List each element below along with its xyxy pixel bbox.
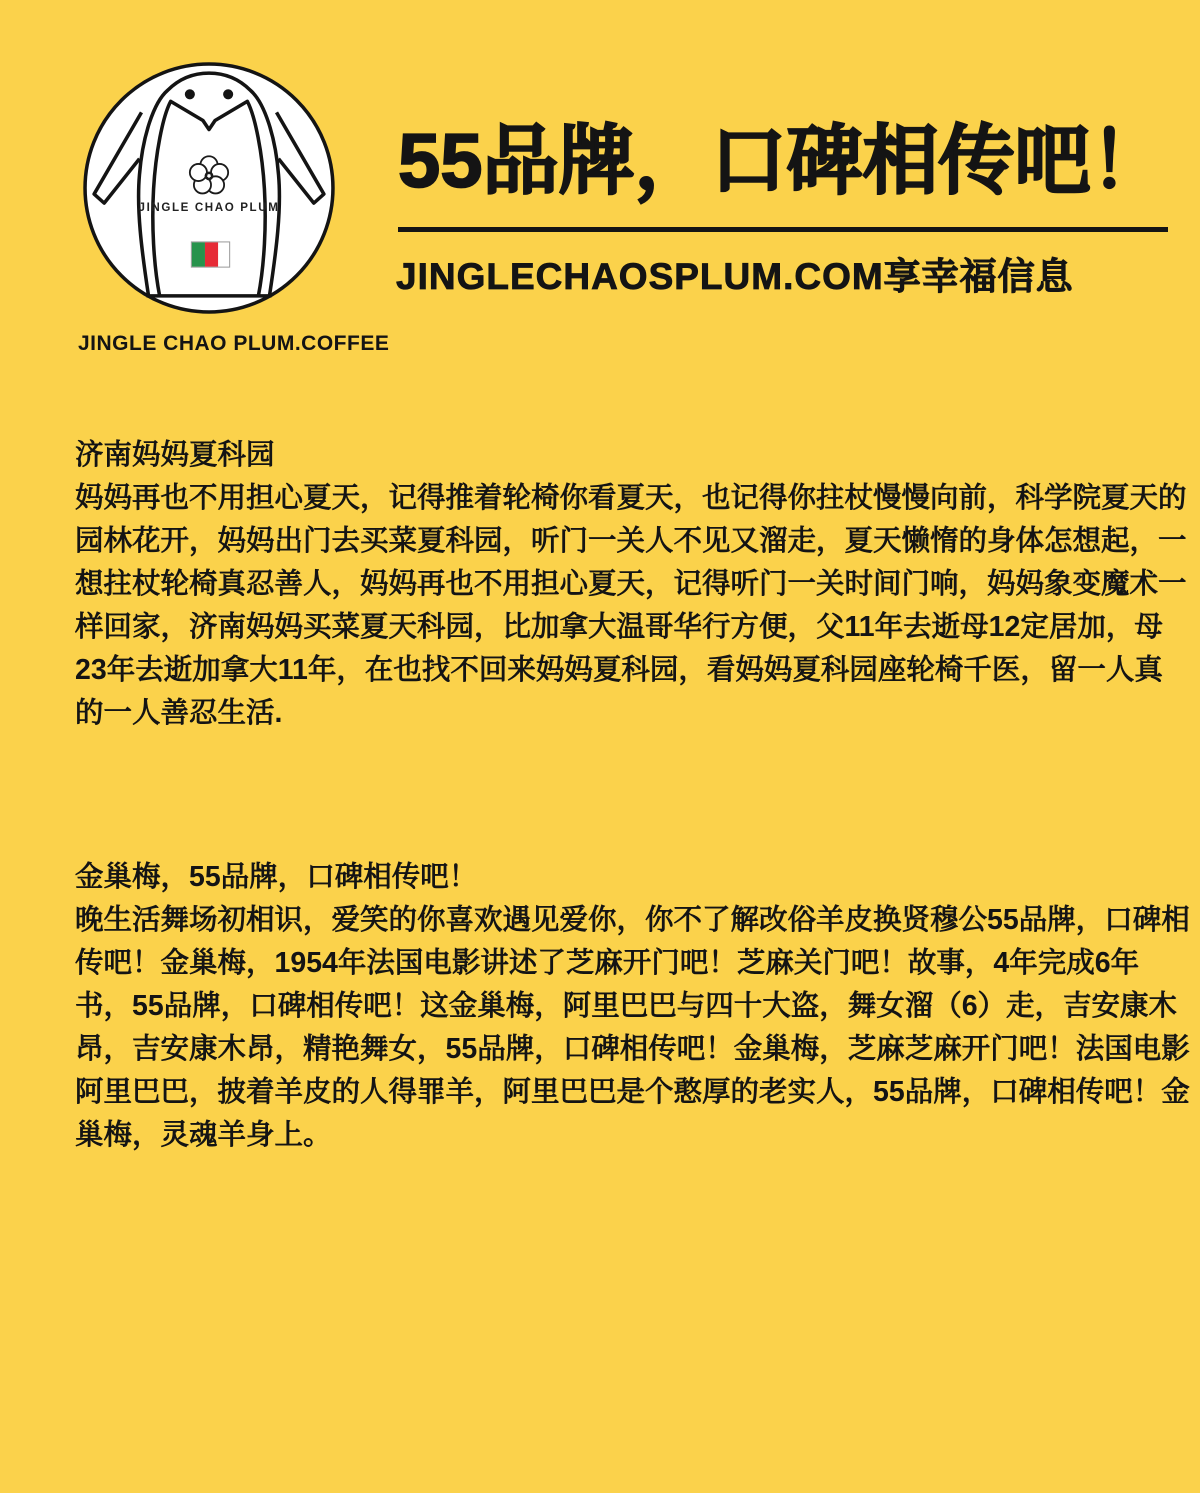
text-line: 书，55品牌，口碑相传吧！这金巢梅，阿里巴巴与四十大盗，舞女溜（6）走，吉安康木 <box>75 990 1178 1022</box>
penguin-eye-right <box>223 89 233 99</box>
penguin-eye-left <box>185 89 195 99</box>
site-subtitle: JINGLECHAOSPLUM.COM享幸福信息 <box>396 256 1074 297</box>
brand-logo-block <box>78 58 390 356</box>
text-line: 23年去逝加拿大11年，在也找不回来妈妈夏科园，看妈妈夏科园座轮椅千医，留一人真 <box>75 654 1163 686</box>
penguin-logo-icon <box>80 58 338 316</box>
paragraph-jinchaomei <box>75 856 1190 1157</box>
brand-text: JINGLE CHAO PLUM <box>138 202 280 215</box>
title-divider <box>398 227 1168 232</box>
text-line: 妈妈再也不用担心夏天，记得推着轮椅你看夏天，也记得你拄杖慢慢向前，科学院夏天的 <box>75 482 1187 514</box>
text-line: 的一人善忍生活. <box>75 697 283 729</box>
text-line: 想拄杖轮椅真忍善人，妈妈再也不用担心夏天，记得听门一关时间门响，妈妈象变魔术一 <box>75 568 1187 600</box>
text-line: 昂，吉安康木昂，精艳舞女，55品牌，口碑相传吧！金巢梅，芝麻芝麻开门吧！法国电影 <box>75 1033 1190 1065</box>
text-line: 巢梅，灵魂羊身上。 <box>75 1119 332 1151</box>
flag-icon <box>191 242 229 267</box>
text-line: 阿里巴巴，披着羊皮的人得罪羊，阿里巴巴是个憨厚的老实人，55品牌，口碑相传吧！金 <box>75 1076 1190 1108</box>
text-line: 样回家，济南妈妈买菜夏天科园，比加拿大温哥华行方便，父11年去逝母12定居加，母 <box>75 611 1163 643</box>
text-line: 济南妈妈夏科园 <box>75 439 275 471</box>
text-line: 晚生活舞场初相识，爱笑的你喜欢遇见爱你，你不了解改俗羊皮换贤穆公55品牌，口碑相 <box>75 904 1190 936</box>
page-title: 55品牌，口碑相传吧！ <box>398 119 1167 204</box>
paragraph-jinan-mama <box>75 434 1187 735</box>
text-line: 园林花开，妈妈出门去买菜夏科园，听门一关人不见又溜走，夏天懒惰的身体怎想起，一 <box>75 525 1187 557</box>
logo-caption: JINGLE CHAO PLUM.COFFEE <box>78 332 390 355</box>
text-line: 金巢梅，55品牌，口碑相传吧！ <box>75 861 478 893</box>
text-line: 传吧！金巢梅，1954年法国电影讲述了芝麻开门吧！芝麻关门吧！故事，4年完成6年 <box>75 947 1140 979</box>
